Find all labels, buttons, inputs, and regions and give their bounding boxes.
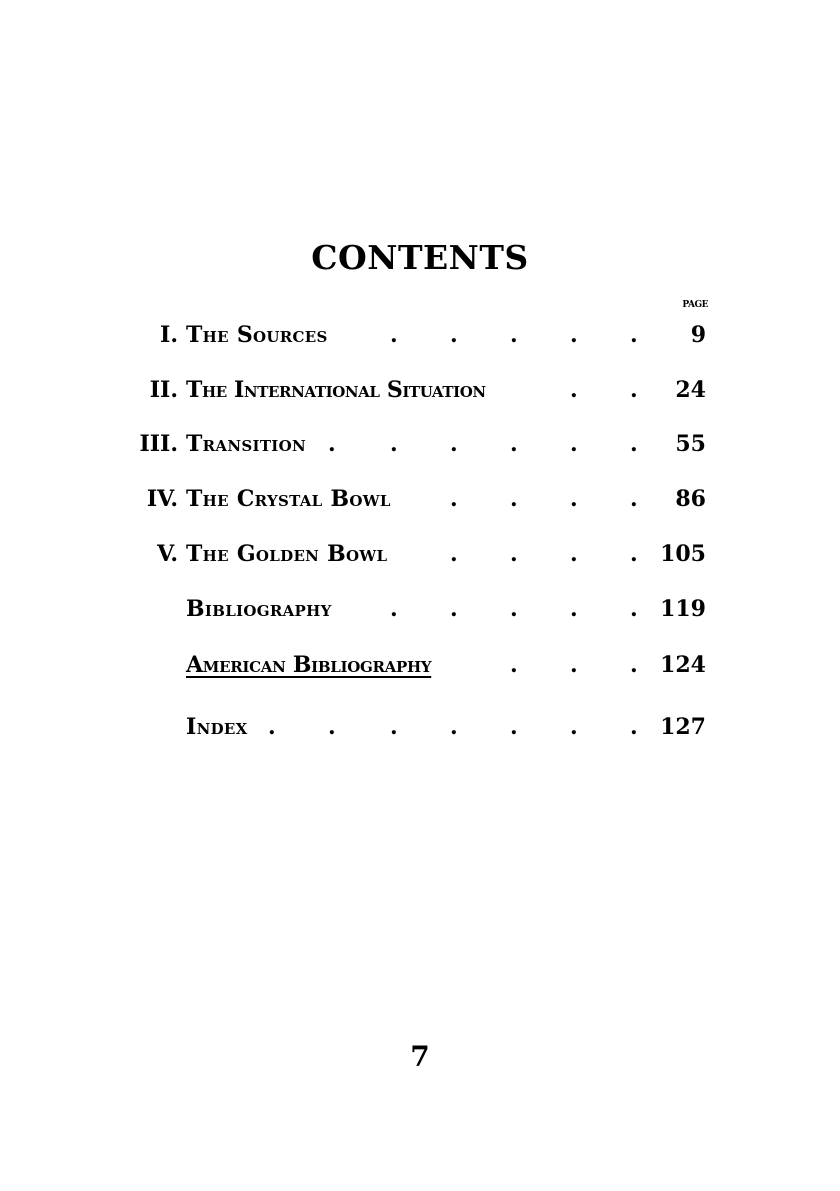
- leader-dot: .: [630, 541, 638, 567]
- leader-dot: .: [570, 652, 578, 678]
- chapter-title: The International Situation: [186, 377, 486, 403]
- toc-entry[interactable]: [0, 322, 840, 356]
- chapter-title: Transition: [186, 431, 306, 457]
- page-folio-number: 7: [410, 1040, 430, 1073]
- leader-dot: .: [510, 652, 518, 678]
- leader-dot: .: [570, 486, 578, 512]
- section-title: Index: [186, 714, 248, 740]
- section-title: Bibliography: [186, 596, 332, 622]
- leader-dot: .: [450, 596, 458, 622]
- leader-dot: .: [328, 714, 336, 740]
- page-number: 119: [660, 596, 706, 622]
- leader-dot: .: [630, 714, 638, 740]
- chapter-numeral: I.: [160, 322, 178, 348]
- leader-dot: .: [510, 322, 518, 348]
- leader-dot: .: [510, 541, 518, 567]
- leader-dot: .: [450, 322, 458, 348]
- chapter-numeral: V.: [157, 541, 178, 567]
- toc-entry[interactable]: [0, 596, 840, 630]
- leader-dot: .: [510, 714, 518, 740]
- page-number: 55: [675, 431, 706, 457]
- page-number: 9: [690, 322, 706, 348]
- chapter-numeral: III.: [139, 431, 178, 457]
- chapter-numeral: IV.: [146, 486, 178, 512]
- leader-dot: .: [328, 431, 336, 457]
- toc-entry[interactable]: [0, 714, 840, 748]
- leader-dot: .: [450, 431, 458, 457]
- leader-dot: .: [570, 541, 578, 567]
- leader-dot: .: [450, 541, 458, 567]
- leader-dot: .: [450, 486, 458, 512]
- leader-dot: .: [510, 596, 518, 622]
- page-column-heading: PAGE: [682, 300, 708, 310]
- page-number: 86: [675, 486, 706, 512]
- contents-title: CONTENTS: [311, 238, 529, 277]
- leader-dot: .: [510, 431, 518, 457]
- leader-dot: .: [630, 322, 638, 348]
- leader-dot: .: [570, 714, 578, 740]
- chapter-title: The Crystal Bowl: [186, 486, 391, 512]
- page-number: 24: [675, 377, 706, 403]
- leader-dot: .: [630, 377, 638, 403]
- chapter-title: The Golden Bowl: [186, 541, 388, 567]
- chapter-title: The Sources: [186, 322, 328, 348]
- toc-entry[interactable]: [0, 431, 840, 465]
- leader-dot: .: [390, 431, 398, 457]
- toc-entry[interactable]: [0, 377, 840, 411]
- page-number: 127: [660, 714, 706, 740]
- leader-dot: .: [630, 596, 638, 622]
- chapter-numeral: II.: [149, 377, 178, 403]
- leader-dot: .: [630, 431, 638, 457]
- leader-dot: .: [570, 596, 578, 622]
- leader-dot: .: [570, 431, 578, 457]
- page-number: 124: [660, 652, 706, 678]
- leader-dot: .: [450, 714, 458, 740]
- toc-entry[interactable]: [0, 652, 840, 686]
- toc-entry[interactable]: [0, 486, 840, 520]
- leader-dot: .: [630, 652, 638, 678]
- leader-dot: .: [390, 714, 398, 740]
- leader-dot: .: [630, 486, 638, 512]
- leader-dot: .: [570, 377, 578, 403]
- leader-dot: .: [268, 714, 276, 740]
- leader-dot: .: [510, 486, 518, 512]
- leader-dot: .: [570, 322, 578, 348]
- section-title: American Bibliography: [186, 652, 432, 678]
- toc-entry[interactable]: [0, 541, 840, 575]
- page-number: 105: [660, 541, 706, 567]
- leader-dot: .: [390, 322, 398, 348]
- leader-dot: .: [390, 596, 398, 622]
